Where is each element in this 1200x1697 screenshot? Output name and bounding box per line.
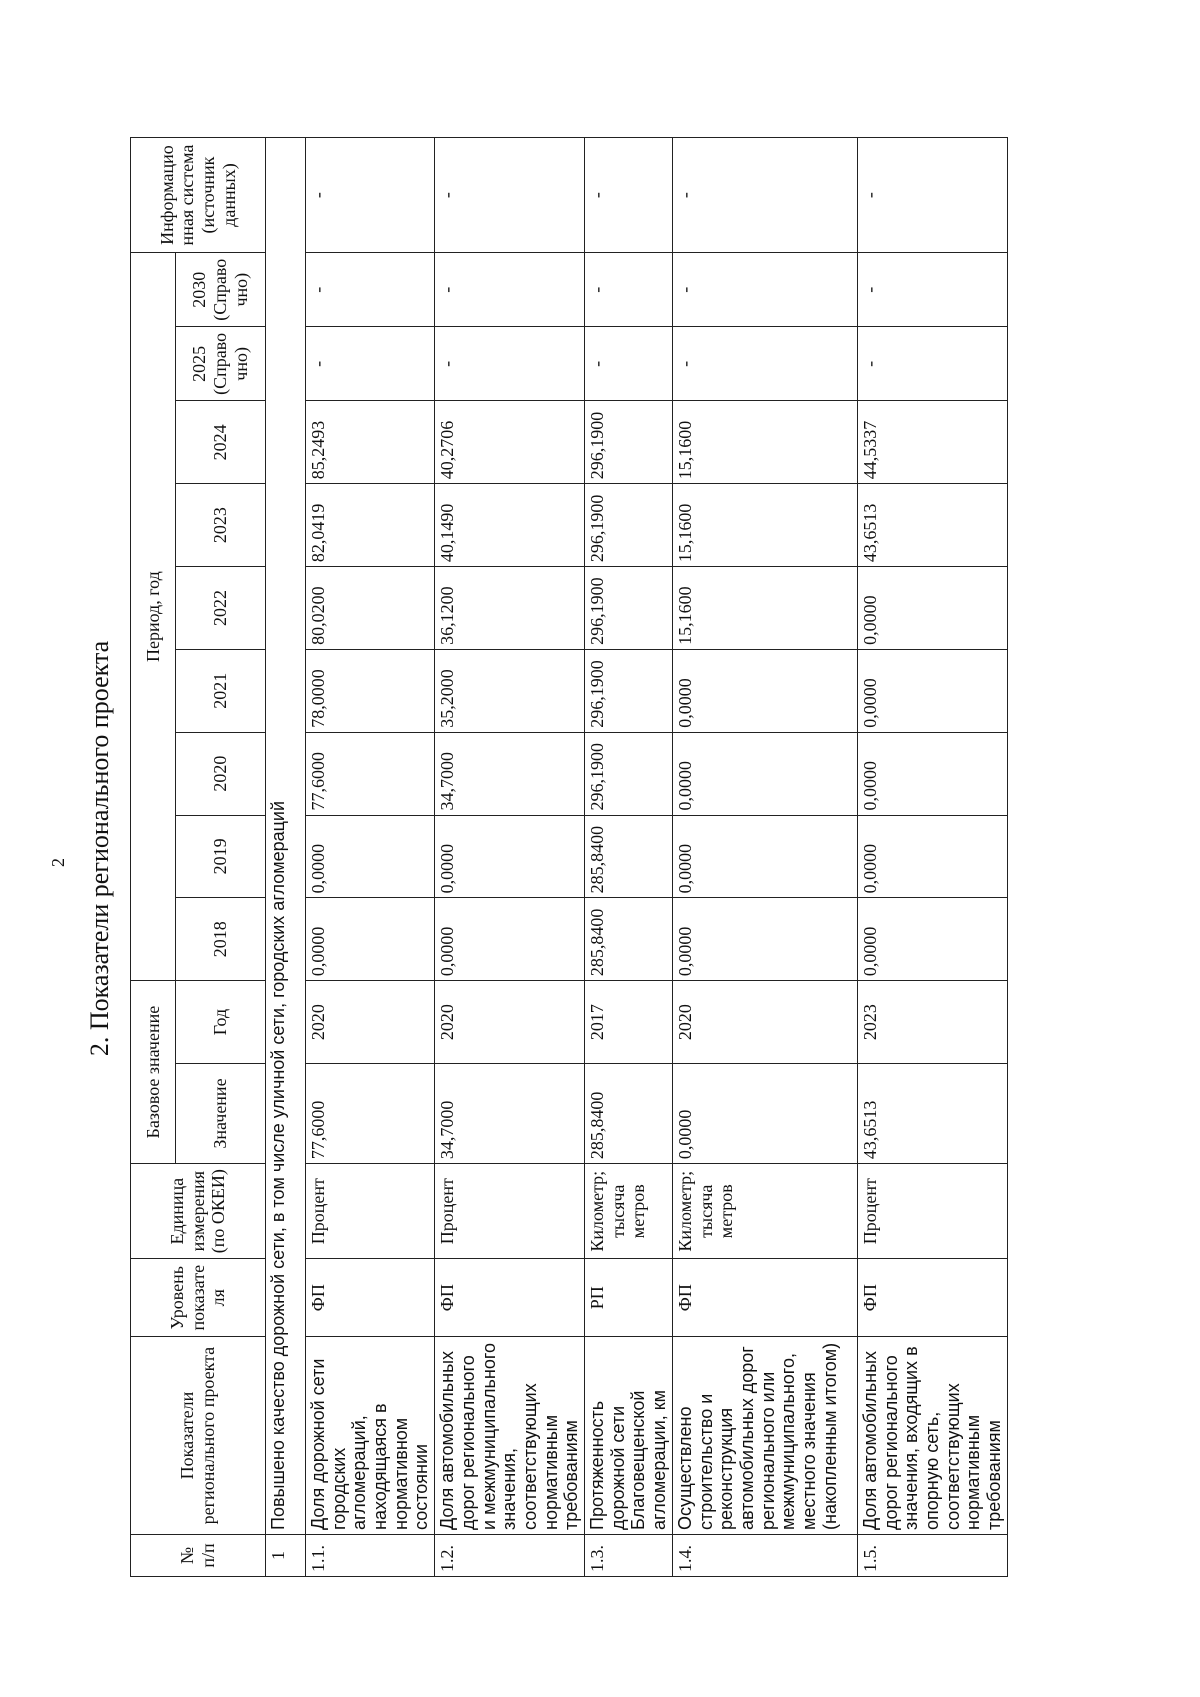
row-num: 1.1. (306, 1534, 435, 1576)
row-value: - (857, 327, 1007, 401)
header-year: 2022 (176, 567, 266, 650)
header-year: 2023 (176, 484, 266, 567)
header-year: 2024 (176, 401, 266, 484)
row-num: 1.4. (672, 1534, 857, 1576)
row-value: 15,1600 (672, 484, 857, 567)
row-value: 77,6000 (306, 732, 435, 815)
row-value: 0,0000 (672, 898, 857, 981)
row-base-value: 285,8400 (584, 1063, 672, 1163)
header-period: Период, год (131, 253, 176, 981)
row-value: - (306, 253, 435, 327)
row-value: 35,2000 (435, 649, 585, 732)
row-level: ФП (435, 1259, 585, 1337)
row-base-value: 0,0000 (672, 1063, 857, 1163)
row-value: 34,7000 (435, 732, 585, 815)
indicators-table (130, 137, 1008, 1577)
row-value: 285,8400 (584, 815, 672, 898)
row-base-year: 2017 (584, 981, 672, 1064)
row-base-value: 77,6000 (306, 1063, 435, 1163)
row-value: 0,0000 (306, 815, 435, 898)
row-unit: Километр; тысяча метров (584, 1164, 672, 1259)
header-year: 2020 (176, 732, 266, 815)
row-value: 0,0000 (672, 649, 857, 732)
row-name: Доля автомобильных дорог регионального и межмуниципального значения, соответствующих нормативным требованиям (435, 1337, 585, 1535)
row-value: 36,1200 (435, 567, 585, 650)
table-row (306, 138, 435, 1577)
header-year: 2019 (176, 815, 266, 898)
row-num: 1.3. (584, 1534, 672, 1576)
table-row (584, 138, 672, 1577)
row-value: 15,1600 (672, 401, 857, 484)
row-num: 1.2. (435, 1534, 585, 1576)
row-info: - (435, 138, 585, 253)
header-num: № п/п (131, 1534, 266, 1576)
row-info: - (672, 138, 857, 253)
row-value: 40,2706 (435, 401, 585, 484)
row-value: - (306, 327, 435, 401)
table-row (435, 138, 585, 1577)
row-value: 40,1490 (435, 484, 585, 567)
section-num: 1 (266, 1534, 306, 1576)
row-base-year: 2020 (672, 981, 857, 1064)
row-value: 285,8400 (584, 898, 672, 981)
row-name: Доля дорожной сети городских агломераций, находящаяся в нормативном состоянии (306, 1337, 435, 1535)
header-name: Показатели регионального проекта (131, 1337, 266, 1535)
row-value: 0,0000 (435, 815, 585, 898)
row-value: - (435, 253, 585, 327)
row-value: - (857, 253, 1007, 327)
row-value: 43,6513 (857, 484, 1007, 567)
row-info: - (857, 138, 1007, 253)
row-unit: Процент (857, 1164, 1007, 1259)
header-info: Информационная система (источник данных) (131, 138, 266, 253)
section-title: Повышено качество дорожной сети, в том числе уличной сети, городских агломераций (266, 138, 306, 1535)
row-base-year: 2020 (306, 981, 435, 1064)
row-value: 85,2493 (306, 401, 435, 484)
row-value: - (672, 253, 857, 327)
row-value: 0,0000 (435, 898, 585, 981)
row-value: 296,1900 (584, 401, 672, 484)
header-year-reference: 2030 (Справочно) (176, 253, 266, 327)
row-value: - (672, 327, 857, 401)
row-value: 296,1900 (584, 484, 672, 567)
row-value: 0,0000 (672, 815, 857, 898)
header-level: Уровень показателя (131, 1259, 266, 1337)
row-value: - (435, 327, 585, 401)
row-base-year: 2023 (857, 981, 1007, 1064)
row-value: 78,0000 (306, 649, 435, 732)
row-base-value: 34,7000 (435, 1063, 585, 1163)
row-level: ФП (672, 1259, 857, 1337)
row-value: 0,0000 (857, 815, 1007, 898)
row-value: 0,0000 (857, 567, 1007, 650)
row-level: ФП (306, 1259, 435, 1337)
row-unit: Процент (306, 1164, 435, 1259)
header-base-value: Значение (176, 1063, 266, 1163)
row-name: Доля автомобильных дорог регионального значения, входящих в опорную сеть, соответствующих нормативным требованиям (857, 1337, 1007, 1535)
row-value: 15,1600 (672, 567, 857, 650)
table-row (857, 138, 1007, 1577)
row-value: 82,0419 (306, 484, 435, 567)
row-value: 44,5337 (857, 401, 1007, 484)
row-unit: Процент (435, 1164, 585, 1259)
row-level: ФП (857, 1259, 1007, 1337)
row-name: Протяженность дорожной сети Благовещенской агломерации, км (584, 1337, 672, 1535)
row-value: - (584, 327, 672, 401)
row-value: 0,0000 (857, 732, 1007, 815)
header-unit: Единица измерения (по ОКЕИ) (131, 1164, 266, 1259)
section-row (266, 138, 306, 1577)
page-number: 2 (48, 858, 68, 867)
row-value: 296,1900 (584, 567, 672, 650)
header-year-reference: 2025 (Справочно) (176, 327, 266, 401)
header-base-year: Год (176, 981, 266, 1064)
header-year: 2021 (176, 649, 266, 732)
row-base-value: 43,6513 (857, 1063, 1007, 1163)
row-value: 296,1900 (584, 732, 672, 815)
row-value: 0,0000 (857, 649, 1007, 732)
row-value: 296,1900 (584, 649, 672, 732)
page-title: 2. Показатели регионального проекта (85, 640, 114, 1057)
row-level: РП (584, 1259, 672, 1337)
header-row-1 (131, 138, 176, 1577)
table-row (672, 138, 857, 1577)
row-value: 0,0000 (672, 732, 857, 815)
row-unit: Километр; тысяча метров (672, 1164, 857, 1259)
row-value: - (584, 253, 672, 327)
header-base: Базовое значение (131, 981, 176, 1164)
row-name: Осуществлено строительство и реконструкция автомобильных дорог регионального или межмуниципального, местного значения (накопленным итогом) (672, 1337, 857, 1535)
row-num: 1.5. (857, 1534, 1007, 1576)
row-info: - (584, 138, 672, 253)
row-info: - (306, 138, 435, 253)
row-value: 80,0200 (306, 567, 435, 650)
header-year: 2018 (176, 898, 266, 981)
row-value: 0,0000 (857, 898, 1007, 981)
row-value: 0,0000 (306, 898, 435, 981)
row-base-year: 2020 (435, 981, 585, 1064)
